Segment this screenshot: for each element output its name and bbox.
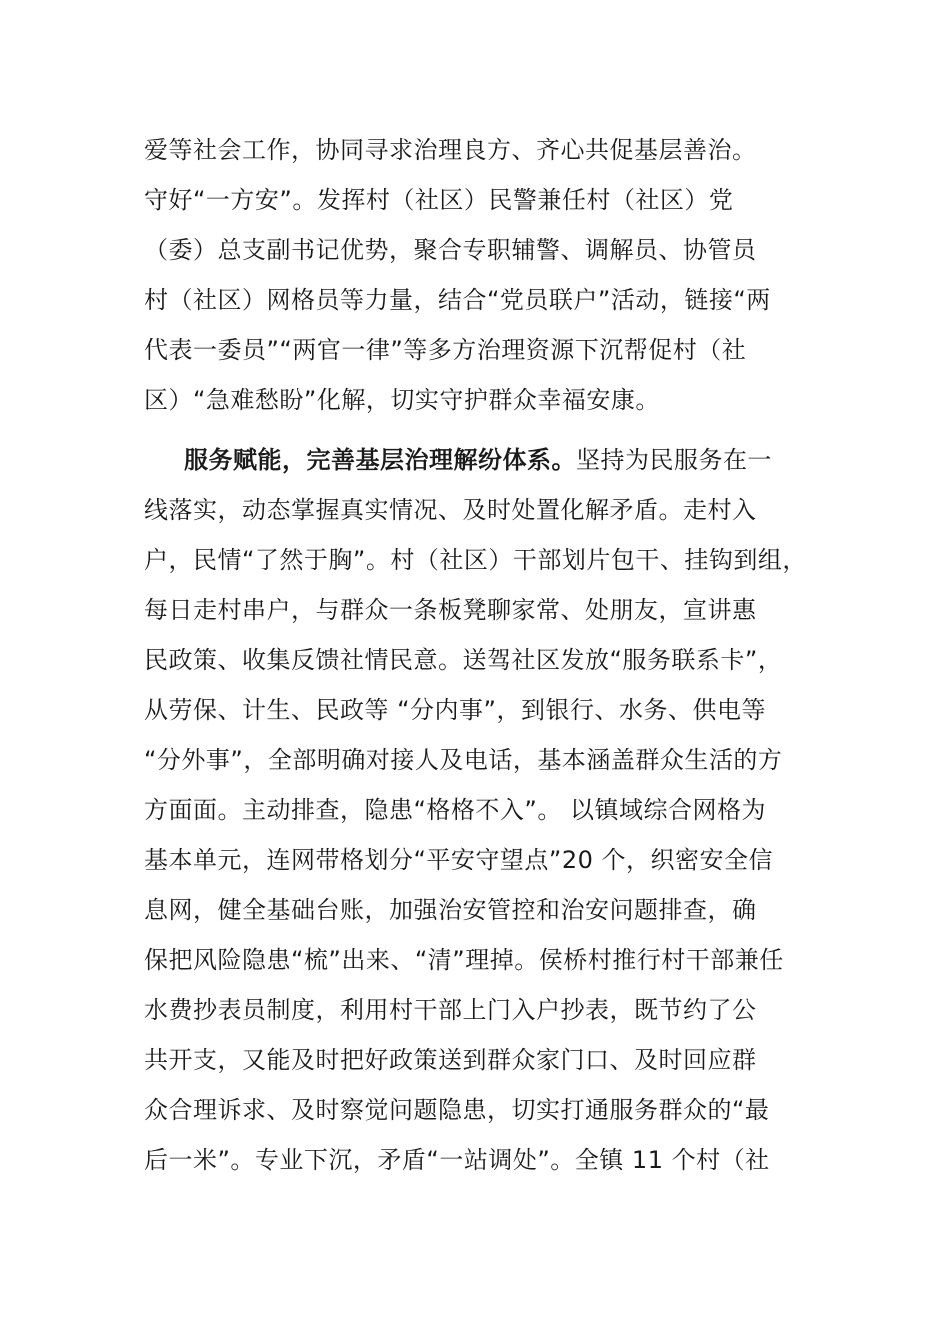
text-line: 村（社区）网格员等力量，结合“党员联户”活动，链接“两 <box>144 286 771 314</box>
text-line: 线落实，动态掌握真实情况、及时处置化解矛盾。走村入 <box>144 496 757 524</box>
text-line: 区）“急难愁盼”化解，切实守护群众幸福安康。 <box>144 386 660 414</box>
text-line: 户，民情“了然于胸”。村（社区）干部划片包干、挂钩到组， <box>144 546 807 574</box>
text-segment: 坚持为民服务在一 <box>576 446 772 474</box>
text-line: 保把风险隐患“梳”出来、“清”理掉。侯桥村推行村干部兼任 <box>144 946 784 974</box>
text-line: 息网，健全基础台账，加强治安管控和治安问题排查，确 <box>144 896 757 924</box>
text-line: 共开支，又能及时把好政策送到群众家门口、及时回应群 <box>144 1046 757 1074</box>
text-line: 代表一委员”“两官一律”等多方治理资源下沉帮促村（社 <box>144 336 747 364</box>
text-line: （委）总支副书记优势，聚合专职辅警、调解员、协管员 <box>144 236 757 264</box>
text-line: 每日走村串户，与群众一条板凳聊家常、处朋友，宣讲惠 <box>144 596 757 624</box>
text-line: 后一米”。专业下沉，矛盾“一站调处”。全镇 11 个村（社 <box>144 1146 770 1174</box>
text-line-first <box>184 440 772 480</box>
text-line: 方面面。主动排查，隐患“格格不入”。 以镇域综合网格为 <box>144 796 766 824</box>
text-line: 民政策、收集反馈社情民意。送驾社区发放“服务联系卡”， <box>144 646 783 674</box>
text-line: “分外事”，全部明确对接人及电话，基本涵盖群众生活的方 <box>144 746 783 774</box>
text-line: 爱等社会工作，协同寻求治理良方、齐心共促基层善治。 <box>144 136 757 164</box>
section-heading: 服务赋能，完善基层治理解纷体系。 <box>184 446 576 474</box>
text-line: 众合理诉求、及时察觉问题隐患，切实打通服务群众的“最 <box>144 1096 770 1124</box>
text-line: 基本单元，连网带格划分“平安守望点”20 个，织密安全信 <box>144 846 774 874</box>
text-line: 从劳保、计生、民政等 “分内事”，到银行、水务、供电等 <box>144 696 766 724</box>
text-line: 水费抄表员制度，利用村干部上门入户抄表，既节约了公 <box>144 996 757 1024</box>
text-line: 守好“一方安”。发挥村（社区）民警兼任村（社区）党 <box>144 186 734 214</box>
